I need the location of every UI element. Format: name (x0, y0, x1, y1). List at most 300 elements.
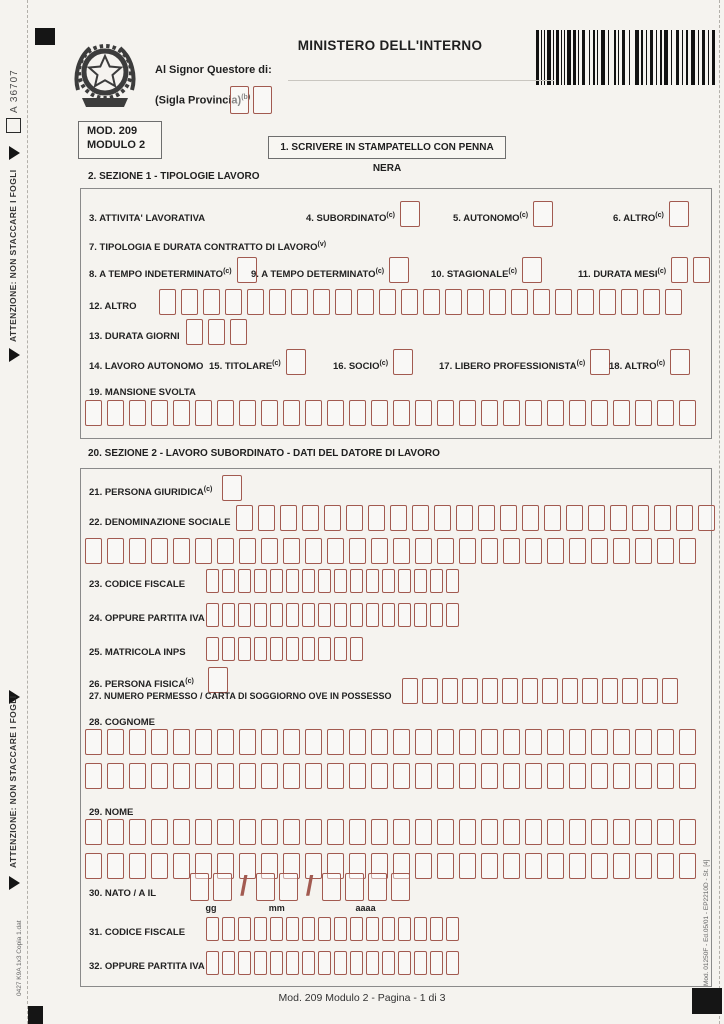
char-box[interactable] (291, 289, 308, 315)
char-box[interactable] (613, 819, 630, 845)
char-box[interactable] (437, 538, 454, 564)
char-box[interactable] (107, 819, 124, 845)
char-box[interactable] (481, 729, 498, 755)
char-box[interactable] (270, 917, 283, 941)
char-box[interactable] (151, 763, 168, 789)
char-box[interactable] (414, 603, 427, 627)
char-box[interactable] (533, 201, 553, 227)
char-box[interactable] (632, 505, 649, 531)
char-box[interactable] (151, 400, 168, 426)
char-box[interactable] (371, 819, 388, 845)
char-box[interactable] (349, 729, 366, 755)
char-box[interactable] (446, 603, 459, 627)
char-box[interactable] (206, 951, 219, 975)
char-box[interactable] (173, 819, 190, 845)
char-box[interactable] (569, 819, 586, 845)
char-box[interactable] (302, 505, 319, 531)
char-box[interactable] (270, 951, 283, 975)
char-box[interactable] (503, 538, 520, 564)
char-box[interactable] (129, 729, 146, 755)
char-box[interactable] (261, 819, 278, 845)
char-box[interactable] (657, 538, 674, 564)
char-box[interactable] (302, 637, 315, 661)
char-box[interactable] (635, 819, 652, 845)
char-box[interactable] (430, 917, 443, 941)
char-box[interactable] (371, 763, 388, 789)
char-box[interactable] (318, 603, 331, 627)
char-box[interactable] (129, 400, 146, 426)
char-box[interactable] (280, 505, 297, 531)
char-box[interactable] (398, 569, 411, 593)
char-box[interactable] (414, 951, 427, 975)
char-box[interactable] (547, 538, 564, 564)
char-box[interactable] (393, 538, 410, 564)
char-box[interactable] (334, 917, 347, 941)
char-box[interactable] (253, 86, 272, 114)
char-box[interactable] (400, 201, 420, 227)
char-box[interactable] (217, 729, 234, 755)
char-box[interactable] (613, 763, 630, 789)
char-box[interactable] (459, 400, 476, 426)
char-box[interactable] (327, 400, 344, 426)
char-box[interactable] (422, 678, 438, 704)
char-box[interactable] (350, 951, 363, 975)
char-box[interactable] (462, 678, 478, 704)
char-box[interactable] (181, 289, 198, 315)
char-box[interactable] (643, 289, 660, 315)
char-box[interactable] (547, 729, 564, 755)
char-box[interactable] (635, 763, 652, 789)
char-box[interactable] (85, 538, 102, 564)
char-box[interactable] (85, 763, 102, 789)
char-box[interactable] (569, 538, 586, 564)
char-box[interactable] (334, 603, 347, 627)
char-box[interactable] (173, 729, 190, 755)
char-box[interactable] (547, 400, 564, 426)
char-box[interactable] (467, 289, 484, 315)
char-box[interactable] (590, 349, 610, 375)
char-box[interactable] (258, 505, 275, 531)
char-box[interactable] (522, 257, 542, 283)
char-box[interactable] (459, 763, 476, 789)
char-box[interactable] (173, 763, 190, 789)
char-box[interactable] (671, 257, 688, 283)
char-box[interactable] (195, 763, 212, 789)
char-box[interactable] (206, 637, 219, 661)
char-box[interactable] (562, 678, 578, 704)
char-box[interactable] (679, 819, 696, 845)
char-box[interactable] (525, 819, 542, 845)
char-box[interactable] (613, 853, 630, 879)
char-box[interactable] (665, 289, 682, 315)
char-box[interactable] (478, 505, 495, 531)
char-box[interactable] (382, 917, 395, 941)
char-box[interactable] (222, 951, 235, 975)
char-box[interactable] (239, 538, 256, 564)
char-box[interactable] (222, 917, 235, 941)
char-box[interactable] (481, 819, 498, 845)
char-box[interactable] (239, 819, 256, 845)
char-box[interactable] (393, 819, 410, 845)
char-box[interactable] (437, 400, 454, 426)
char-box[interactable] (459, 538, 476, 564)
char-box[interactable] (349, 763, 366, 789)
char-box[interactable] (525, 538, 542, 564)
char-box[interactable] (206, 569, 219, 593)
char-box[interactable] (334, 569, 347, 593)
char-box[interactable] (190, 873, 209, 901)
char-box[interactable] (522, 678, 538, 704)
char-box[interactable] (322, 873, 341, 901)
char-box[interactable] (525, 853, 542, 879)
char-box[interactable] (382, 951, 395, 975)
char-box[interactable] (533, 289, 550, 315)
char-box[interactable] (591, 819, 608, 845)
char-box[interactable] (610, 505, 627, 531)
char-box[interactable] (327, 729, 344, 755)
char-box[interactable] (415, 763, 432, 789)
char-box[interactable] (669, 201, 689, 227)
char-box[interactable] (577, 289, 594, 315)
char-box[interactable] (270, 569, 283, 593)
char-box[interactable] (151, 538, 168, 564)
char-box[interactable] (327, 763, 344, 789)
char-box[interactable] (107, 729, 124, 755)
char-box[interactable] (481, 853, 498, 879)
char-box[interactable] (502, 678, 518, 704)
char-box[interactable] (670, 349, 690, 375)
char-box[interactable] (173, 538, 190, 564)
char-box[interactable] (679, 538, 696, 564)
char-box[interactable] (547, 763, 564, 789)
char-box[interactable] (393, 729, 410, 755)
char-box[interactable] (270, 637, 283, 661)
char-box[interactable] (327, 538, 344, 564)
char-box[interactable] (324, 505, 341, 531)
char-box[interactable] (283, 400, 300, 426)
char-box[interactable] (459, 729, 476, 755)
char-box[interactable] (525, 763, 542, 789)
char-box[interactable] (254, 637, 267, 661)
char-box[interactable] (318, 569, 331, 593)
char-box[interactable] (213, 873, 232, 901)
char-box[interactable] (107, 400, 124, 426)
char-box[interactable] (236, 505, 253, 531)
char-box[interactable] (217, 819, 234, 845)
char-box[interactable] (398, 603, 411, 627)
char-box[interactable] (195, 400, 212, 426)
char-box[interactable] (349, 538, 366, 564)
char-box[interactable] (547, 853, 564, 879)
char-box[interactable] (239, 729, 256, 755)
char-box[interactable] (657, 819, 674, 845)
char-box[interactable] (283, 729, 300, 755)
char-box[interactable] (195, 538, 212, 564)
char-box[interactable] (286, 603, 299, 627)
char-box[interactable] (206, 917, 219, 941)
char-box[interactable] (254, 603, 267, 627)
char-box[interactable] (186, 319, 203, 345)
char-box[interactable] (371, 538, 388, 564)
char-box[interactable] (481, 763, 498, 789)
char-box[interactable] (371, 729, 388, 755)
char-box[interactable] (503, 763, 520, 789)
char-box[interactable] (254, 951, 267, 975)
char-box[interactable] (446, 917, 459, 941)
char-box[interactable] (305, 729, 322, 755)
char-box[interactable] (283, 538, 300, 564)
char-box[interactable] (437, 729, 454, 755)
char-box[interactable] (591, 400, 608, 426)
char-box[interactable] (350, 603, 363, 627)
char-box[interactable] (239, 763, 256, 789)
char-box[interactable] (345, 873, 364, 901)
char-box[interactable] (635, 853, 652, 879)
char-box[interactable] (415, 729, 432, 755)
char-box[interactable] (261, 729, 278, 755)
char-box[interactable] (371, 400, 388, 426)
char-box[interactable] (107, 763, 124, 789)
char-box[interactable] (366, 951, 379, 975)
char-box[interactable] (569, 729, 586, 755)
char-box[interactable] (569, 853, 586, 879)
char-box[interactable] (423, 289, 440, 315)
char-box[interactable] (368, 505, 385, 531)
char-box[interactable] (222, 569, 235, 593)
char-box[interactable] (286, 917, 299, 941)
char-box[interactable] (679, 853, 696, 879)
char-box[interactable] (402, 678, 418, 704)
char-box[interactable] (238, 637, 251, 661)
char-box[interactable] (350, 569, 363, 593)
char-box[interactable] (217, 538, 234, 564)
char-box[interactable] (437, 763, 454, 789)
char-box[interactable] (382, 603, 395, 627)
char-box[interactable] (544, 505, 561, 531)
char-box[interactable] (430, 603, 443, 627)
char-box[interactable] (238, 603, 251, 627)
char-box[interactable] (222, 603, 235, 627)
char-box[interactable] (382, 569, 395, 593)
char-box[interactable] (621, 289, 638, 315)
char-box[interactable] (676, 505, 693, 531)
char-box[interactable] (500, 505, 517, 531)
char-box[interactable] (445, 289, 462, 315)
char-box[interactable] (270, 603, 283, 627)
char-box[interactable] (366, 569, 379, 593)
char-box[interactable] (635, 538, 652, 564)
char-box[interactable] (129, 763, 146, 789)
char-box[interactable] (318, 637, 331, 661)
char-box[interactable] (318, 917, 331, 941)
char-box[interactable] (654, 505, 671, 531)
char-box[interactable] (230, 319, 247, 345)
char-box[interactable] (430, 569, 443, 593)
char-box[interactable] (642, 678, 658, 704)
char-box[interactable] (366, 917, 379, 941)
questore-write-line[interactable] (288, 80, 554, 81)
char-box[interactable] (415, 819, 432, 845)
char-box[interactable] (261, 763, 278, 789)
char-box[interactable] (129, 538, 146, 564)
char-box[interactable] (286, 569, 299, 593)
char-box[interactable] (503, 819, 520, 845)
char-box[interactable] (679, 400, 696, 426)
char-box[interactable] (334, 637, 347, 661)
char-box[interactable] (305, 400, 322, 426)
char-box[interactable] (302, 603, 315, 627)
char-box[interactable] (151, 819, 168, 845)
char-box[interactable] (217, 400, 234, 426)
char-box[interactable] (446, 569, 459, 593)
char-box[interactable] (679, 763, 696, 789)
char-box[interactable] (588, 505, 605, 531)
char-box[interactable] (393, 763, 410, 789)
char-box[interactable] (657, 400, 674, 426)
char-box[interactable] (393, 349, 413, 375)
char-box[interactable] (393, 400, 410, 426)
char-box[interactable] (582, 678, 598, 704)
char-box[interactable] (85, 729, 102, 755)
char-box[interactable] (430, 951, 443, 975)
char-box[interactable] (662, 678, 678, 704)
char-box[interactable] (349, 819, 366, 845)
char-box[interactable] (613, 538, 630, 564)
char-box[interactable] (217, 763, 234, 789)
char-box[interactable] (238, 917, 251, 941)
char-box[interactable] (206, 603, 219, 627)
char-box[interactable] (159, 289, 176, 315)
char-box[interactable] (318, 951, 331, 975)
char-box[interactable] (335, 289, 352, 315)
char-box[interactable] (622, 678, 638, 704)
char-box[interactable] (389, 257, 409, 283)
char-box[interactable] (456, 505, 473, 531)
char-box[interactable] (357, 289, 374, 315)
char-box[interactable] (555, 289, 572, 315)
char-box[interactable] (482, 678, 498, 704)
char-box[interactable] (129, 819, 146, 845)
char-box[interactable] (305, 819, 322, 845)
char-box[interactable] (511, 289, 528, 315)
char-box[interactable] (489, 289, 506, 315)
char-box[interactable] (401, 289, 418, 315)
char-box[interactable] (283, 763, 300, 789)
char-box[interactable] (657, 763, 674, 789)
char-box[interactable] (286, 349, 306, 375)
char-box[interactable] (390, 505, 407, 531)
char-box[interactable] (208, 319, 225, 345)
char-box[interactable] (698, 505, 715, 531)
char-box[interactable] (173, 400, 190, 426)
char-box[interactable] (635, 729, 652, 755)
char-box[interactable] (85, 819, 102, 845)
char-box[interactable] (503, 729, 520, 755)
char-box[interactable] (412, 505, 429, 531)
char-box[interactable] (481, 538, 498, 564)
char-box[interactable] (569, 400, 586, 426)
char-box[interactable] (414, 917, 427, 941)
char-box[interactable] (613, 400, 630, 426)
char-box[interactable] (286, 637, 299, 661)
char-box[interactable] (459, 819, 476, 845)
char-box[interactable] (569, 763, 586, 789)
char-box[interactable] (437, 819, 454, 845)
char-box[interactable] (602, 678, 618, 704)
char-box[interactable] (247, 289, 264, 315)
char-box[interactable] (591, 729, 608, 755)
char-box[interactable] (591, 853, 608, 879)
char-box[interactable] (503, 853, 520, 879)
char-box[interactable] (350, 917, 363, 941)
char-box[interactable] (302, 569, 315, 593)
char-box[interactable] (415, 853, 432, 879)
char-box[interactable] (415, 400, 432, 426)
char-box[interactable] (591, 538, 608, 564)
char-box[interactable] (238, 569, 251, 593)
char-box[interactable] (327, 819, 344, 845)
char-box[interactable] (254, 917, 267, 941)
char-box[interactable] (542, 678, 558, 704)
char-box[interactable] (459, 853, 476, 879)
char-box[interactable] (599, 289, 616, 315)
char-box[interactable] (254, 569, 267, 593)
char-box[interactable] (313, 289, 330, 315)
char-box[interactable] (446, 951, 459, 975)
char-box[interactable] (85, 400, 102, 426)
char-box[interactable] (613, 729, 630, 755)
char-box[interactable] (305, 763, 322, 789)
char-box[interactable] (334, 951, 347, 975)
char-box[interactable] (591, 763, 608, 789)
char-box[interactable] (346, 505, 363, 531)
char-box[interactable] (230, 86, 249, 114)
char-box[interactable] (657, 729, 674, 755)
char-box[interactable] (225, 289, 242, 315)
char-box[interactable] (151, 729, 168, 755)
char-box[interactable] (522, 505, 539, 531)
char-box[interactable] (279, 873, 298, 901)
char-box[interactable] (679, 729, 696, 755)
char-box[interactable] (525, 729, 542, 755)
char-box[interactable] (305, 538, 322, 564)
char-box[interactable] (415, 538, 432, 564)
char-box[interactable] (414, 569, 427, 593)
char-box[interactable] (195, 819, 212, 845)
char-box[interactable] (391, 873, 410, 901)
char-box[interactable] (434, 505, 451, 531)
char-box[interactable] (238, 951, 251, 975)
char-box[interactable] (525, 400, 542, 426)
char-box[interactable] (366, 603, 379, 627)
char-box[interactable] (222, 475, 242, 501)
char-box[interactable] (261, 400, 278, 426)
char-box[interactable] (566, 505, 583, 531)
char-box[interactable] (398, 951, 411, 975)
char-box[interactable] (379, 289, 396, 315)
char-box[interactable] (286, 951, 299, 975)
char-box[interactable] (657, 853, 674, 879)
char-box[interactable] (261, 538, 278, 564)
char-box[interactable] (269, 289, 286, 315)
char-box[interactable] (302, 917, 315, 941)
char-box[interactable] (302, 951, 315, 975)
char-box[interactable] (349, 400, 366, 426)
char-box[interactable] (437, 853, 454, 879)
char-box[interactable] (547, 819, 564, 845)
char-box[interactable] (203, 289, 220, 315)
char-box[interactable] (442, 678, 458, 704)
